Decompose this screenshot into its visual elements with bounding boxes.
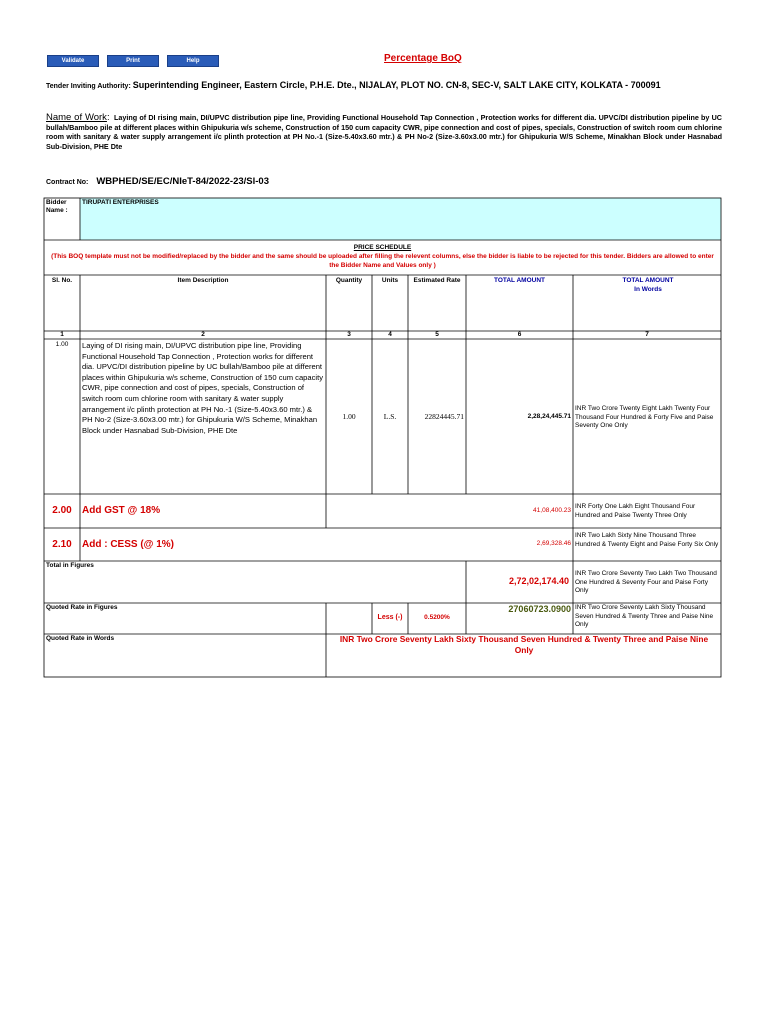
gst-total-words: INR Forty One Lakh Eight Thousand Four Hundred and Paise Twenty Three Only bbox=[575, 503, 696, 519]
col-header-qty: Quantity bbox=[335, 277, 363, 284]
quoted-rate-figures-words: INR Two Crore Seventy Lakh Sixty Thousand Seven Hundred & Twenty Three and Paise Nine Only bbox=[575, 604, 714, 628]
price-schedule-heading: PRICE SCHEDULE bbox=[353, 244, 412, 251]
gst-label: Add GST @ 18% bbox=[82, 505, 161, 516]
col-number: 6 bbox=[517, 331, 522, 338]
col-number: 5 bbox=[435, 331, 439, 338]
cess-sl: 2.10 bbox=[52, 539, 72, 550]
col-number: 7 bbox=[645, 331, 649, 338]
col-header-total: TOTAL AMOUNT bbox=[493, 277, 546, 284]
quoted-rate-words-label: Quoted Rate in Words bbox=[46, 635, 115, 642]
item-description: Laying of DI rising main, DI/UPVC distribution pipe line, Providing Functional Household Tap Connection , Protection works for different dia. UPVC/DI distribution pipeline by UC bullah/Bamboo pile at different places within Ghipukuria w/s scheme, Construction of 150 cum capacity CWR, pipe connection and cost of pipes, specials, Construction of switch room cum chlorine room with sanitary & water supply arrangement i/c plinth protection at PH No.-1 (Size-5.40x3.60 mtr.) & PH No-2 (Size-3.60x3.00 mtr.) for Ghipukuria W/S Scheme, Minakhan Block under Hasnabad Sub-Division, PHE Dte bbox=[82, 341, 324, 435]
validate-button[interactable]: Validate bbox=[47, 55, 99, 67]
total-in-figures-amount: 2,72,02,174.40 bbox=[508, 576, 569, 586]
col-header-rate: Estimated Rate bbox=[413, 277, 461, 284]
name-of-work-value: Laying of DI rising main, DI/UPVC distribution pipe line, Providing Functional Household Tap Connection , Protection works for different dia. UPVC/DI distribution pipeline by UC bullah/Bamboo pile at different places within Ghipukuria w/s scheme, Construction of 150 cum capacity CWR, pipe connection and cost of pipes, specials, Construction of switch room cum chlorine room with sanitary & water supply arrangement i/c plinth protection at PH No.-1 (Size-5.40x3.60 mtr.) & PH No-2 (Size-3.60x3.00 mtr.) for Ghipukuria W/S Scheme, Minakhan Block under Hasnabad Sub-Division, PHE Dte bbox=[46, 113, 722, 151]
col-header-desc: Item Description bbox=[177, 277, 229, 284]
item-total-amount: 2,28,24,445.71 bbox=[527, 413, 571, 420]
col-header-words: TOTAL AMOUNT In Words bbox=[622, 277, 674, 293]
total-in-figures-label: Total in Figures bbox=[46, 562, 94, 569]
cess-label: Add : CESS (@ 1%) bbox=[82, 539, 174, 550]
name-of-work-label: Name of Work bbox=[46, 112, 107, 123]
contract-no-value: WBPHED/SE/EC/NIeT-84/2022-23/Sl-03 bbox=[96, 176, 269, 187]
price-schedule-note: (This BOQ template must not be modified/replaced by the bidder and the same should be uploaded after filling the relevent columns, else the bidder is liable to be rejected for this tender. Bidders are allowed to enter the Bidder Name and Values only ) bbox=[51, 253, 714, 269]
item-total-words: INR Two Crore Twenty Eight Lakh Twenty Four Thousand Four Hundred & Forty Five and Paise Seventy One Only bbox=[575, 405, 714, 429]
bidder-name-label: Bidder Name : bbox=[46, 199, 68, 214]
col-number: 3 bbox=[347, 331, 351, 338]
quoted-rate-words-value: INR Two Crore Seventy Lakh Sixty Thousand Seven Hundred & Twenty Three and Paise Nine Only bbox=[339, 634, 709, 655]
gst-sl: 2.00 bbox=[52, 505, 72, 516]
quoted-rate-figures-label: Quoted Rate in Figures bbox=[46, 604, 118, 611]
col-number: 4 bbox=[388, 331, 392, 338]
item-estimated-rate: 22824445.71 bbox=[424, 412, 464, 421]
cess-total-words: INR Two Lakh Sixty Nine Thousand Three Hundred & Twenty Eight and Paise Forty Six Only bbox=[575, 532, 719, 548]
contract-no-label: Contract No: bbox=[46, 179, 89, 186]
cess-total-amount: 2,69,328.46 bbox=[536, 540, 571, 547]
tender-authority-value: Superintending Engineer, Eastern Circle, P.H.E. Dte., NIJALAY, PLOT NO. CN-8, SEC-V, SALT LAKE CITY, KOLKATA - 700091 bbox=[132, 80, 661, 90]
name-of-work: Name of Work: Laying of DI rising main, DI/UPVC distribution pipe line, Providing Functional Household Tap Connection , Protection works for different dia. UPVC/DI distribution pipeline by UC bullah/Bamboo pile at different places within Ghipukuria w/s scheme, Construction of 150 cum capacity CWR, pipe connection and cost of pipes, specials, Construction of switch room cum chlorine room with sanitary & water supply arrangement i/c plinth protection at PH No.-1 (Size-5.40x3.60 mtr.) & PH No-2 (Size-3.60x3.00 mtr.) for Ghipukuria W/S Scheme, Minakhan Block under Hasnabad Sub-Division, PHE Dte bbox=[46, 112, 722, 151]
tender-authority-label: Tender Inviting Authority: bbox=[46, 83, 131, 90]
col-header-units: Units bbox=[381, 277, 399, 284]
bidder-name-value[interactable]: TIRUPATI ENTERPRISES bbox=[82, 199, 159, 206]
quoted-percentage[interactable]: 0.5200% bbox=[424, 614, 450, 621]
total-in-figures-words: INR Two Crore Seventy Two Lakh Two Thousand One Hundred & Seventy Four and Paise Forty Only bbox=[575, 570, 717, 594]
col-header-sl: Sl. No. bbox=[51, 277, 73, 284]
quoted-rate-figures-amount: 27060723.0900 bbox=[508, 604, 571, 614]
item-quantity[interactable]: 1.00 bbox=[342, 412, 356, 421]
help-button[interactable]: Help bbox=[167, 55, 219, 67]
page-title: Percentage BoQ bbox=[384, 53, 462, 64]
item-sl: 1.00 bbox=[55, 341, 69, 348]
item-units: L.S. bbox=[383, 412, 397, 421]
col-number: 2 bbox=[201, 331, 205, 338]
print-button[interactable]: Print bbox=[107, 55, 159, 67]
gst-total-amount: 41,08,400.23 bbox=[533, 507, 571, 514]
less-label: Less (-) bbox=[377, 614, 403, 621]
col-number: 1 bbox=[60, 331, 64, 338]
